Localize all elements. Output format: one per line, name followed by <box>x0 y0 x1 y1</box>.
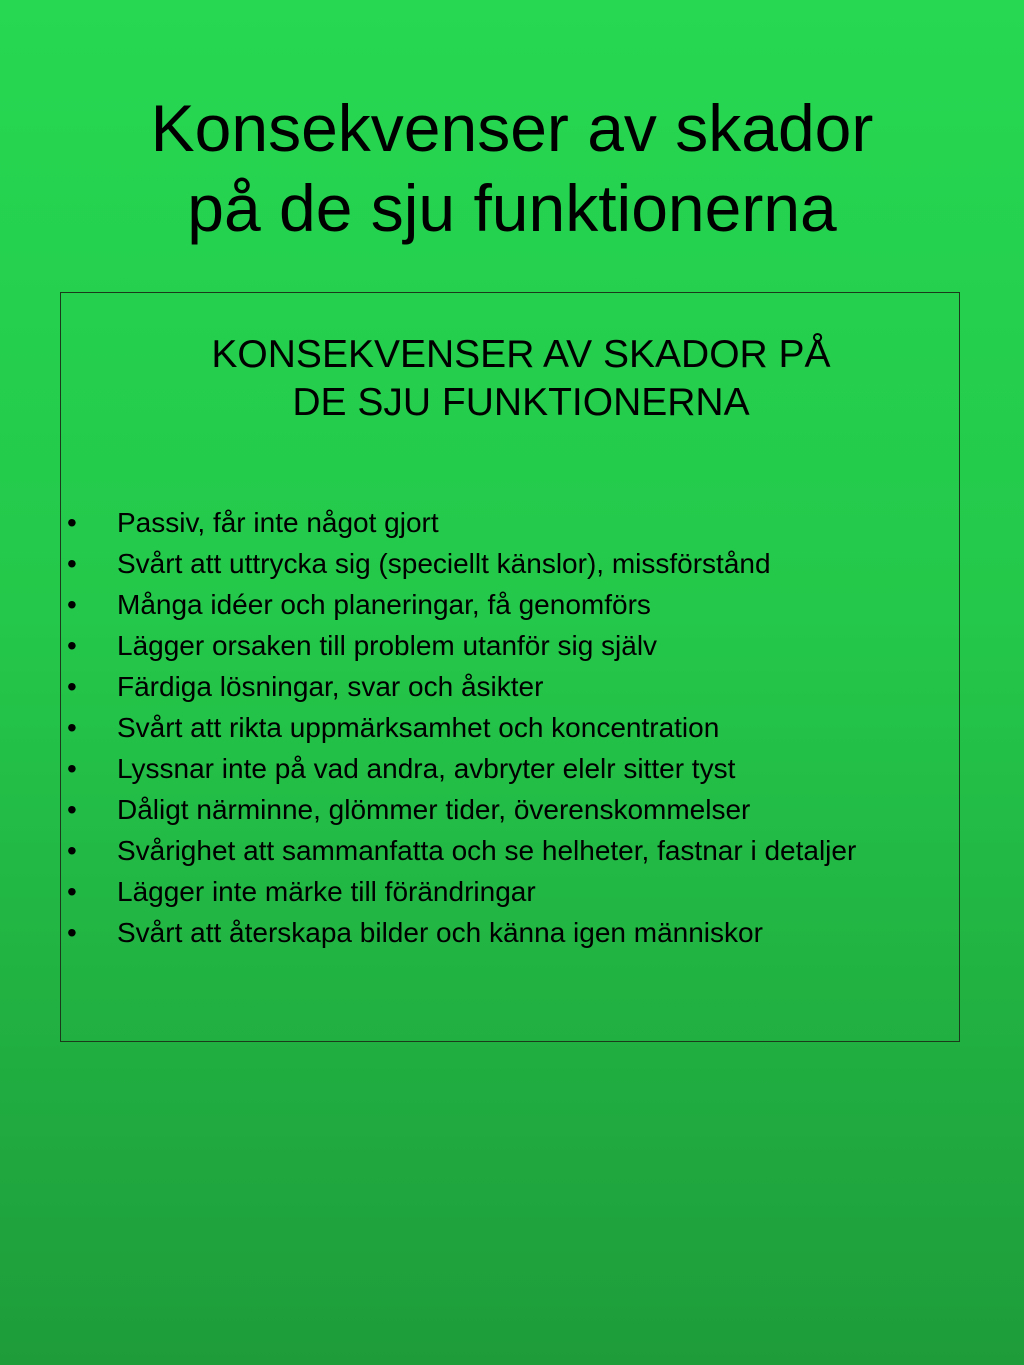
list-item <box>61 753 941 784</box>
list-item-text: Svårt att rikta uppmärksamhet och koncentration <box>117 712 720 743</box>
bullet-icon: • <box>67 589 77 620</box>
list-item <box>61 671 941 702</box>
bullet-icon: • <box>67 753 77 784</box>
list-item <box>61 917 941 948</box>
list-item <box>61 712 941 743</box>
list-item <box>61 630 941 661</box>
box-heading-line-1: KONSEKVENSER AV SKADOR PÅ <box>211 333 831 376</box>
list-item-text: Svårt att uttrycka sig (speciellt känslor), missförstånd <box>117 548 771 579</box>
bullet-icon: • <box>67 794 77 825</box>
bullet-icon: • <box>67 630 77 661</box>
list-item-text: Passiv, får inte något gjort <box>117 507 439 538</box>
content-box <box>60 292 960 1042</box>
list-item-text: Lägger orsaken till problem utanför sig själv <box>117 630 658 661</box>
box-heading-line-2: DE SJU FUNKTIONERNA <box>292 381 750 424</box>
list-item <box>61 507 941 538</box>
box-heading <box>91 331 951 427</box>
list-item-text: Svårt att återskapa bilder och känna igen människor <box>117 917 763 948</box>
bullet-icon: • <box>67 917 77 948</box>
bullet-list <box>61 507 941 958</box>
list-item <box>61 835 941 866</box>
bullet-icon: • <box>67 548 77 579</box>
bullet-icon: • <box>67 671 77 702</box>
slide-title-line-2: på de sju funktionerna <box>187 171 837 245</box>
list-item <box>61 589 941 620</box>
list-item-text: Många idéer och planeringar, få genomförs <box>117 589 651 620</box>
bullet-icon: • <box>67 835 77 866</box>
list-item-text: Lyssnar inte på vad andra, avbryter elelr sitter tyst <box>117 753 736 784</box>
bullet-icon: • <box>67 712 77 743</box>
bullet-icon: • <box>67 507 77 538</box>
list-item <box>61 876 941 907</box>
list-item <box>61 548 941 579</box>
bullet-icon: • <box>67 876 77 907</box>
slide-title-line-1: Konsekvenser av skador <box>150 91 874 165</box>
list-item-text: Svårighet att sammanfatta och se helheter, fastnar i detaljer <box>117 835 857 866</box>
list-item-text: Färdiga lösningar, svar och åsikter <box>117 671 544 702</box>
list-item-text: Dåligt närminne, glömmer tider, överenskommelser <box>117 794 751 825</box>
list-item <box>61 794 941 825</box>
slide-title <box>0 88 1024 248</box>
list-item-text: Lägger inte märke till förändringar <box>117 876 536 907</box>
